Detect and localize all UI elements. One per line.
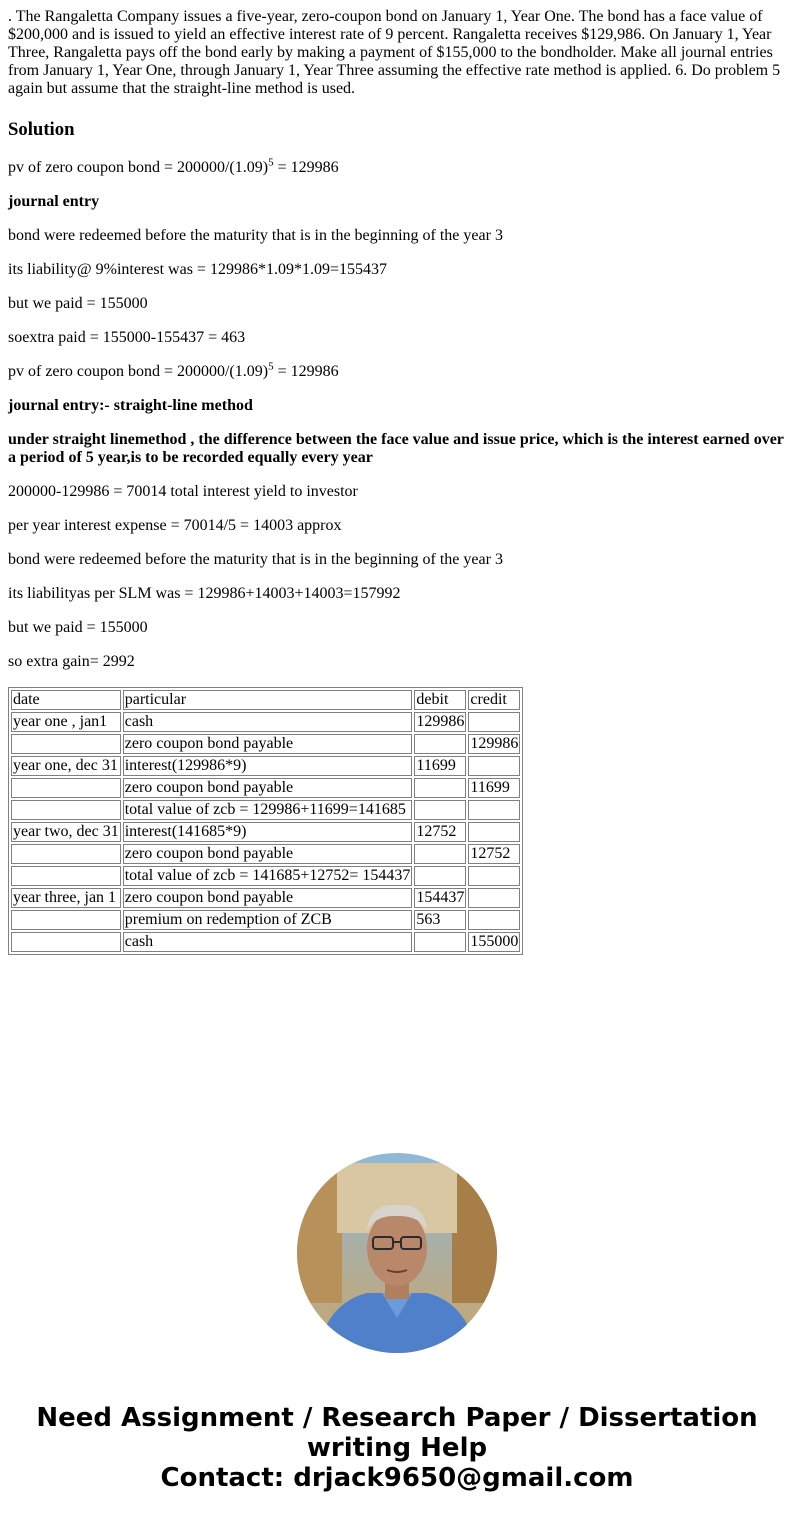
debit-cell — [414, 932, 466, 952]
debit-cell: 129986 — [416, 713, 465, 730]
straight-line-line: its liabilityas per SLM was = 129986+14003+14003=157992 — [8, 585, 401, 602]
date-cell — [11, 932, 121, 952]
straight-line-line: per year interest expense = 70014/5 = 14003 approx — [8, 517, 342, 534]
pv-formula-2-base: pv of zero coupon bond = 200000/(1.09) — [8, 363, 269, 380]
date-cell — [11, 734, 121, 754]
avatar-portrait-icon — [297, 1153, 497, 1353]
debit-cell — [414, 734, 466, 754]
particular-cell: total value of zcb = 141685+12752= 154437 — [124, 867, 411, 884]
pv-formula — [8, 156, 786, 177]
effective-line: soextra paid = 155000-155437 = 463 — [8, 329, 246, 346]
particular-cell: zero coupon bond payable — [123, 734, 413, 754]
table-row — [11, 932, 520, 952]
date-cell: year three, jan 1 — [11, 888, 121, 908]
particular-cell: total value of zcb = 129986+11699=141685 — [123, 800, 413, 820]
effective-line: its liability@ 9%interest was = 129986*1.09*1.09=155437 — [8, 261, 387, 278]
effective-line: but we paid = 155000 — [8, 295, 148, 312]
date-cell — [11, 910, 121, 930]
journal-table — [8, 687, 523, 955]
table-row — [11, 844, 520, 864]
date-cell: year one, dec 31 — [11, 756, 121, 776]
table-row — [11, 800, 520, 820]
date-cell — [11, 844, 121, 864]
credit-cell — [468, 910, 520, 930]
straight-line-line: bond were redeemed before the maturity that is in the beginning of the year 3 — [8, 551, 503, 568]
document-body — [8, 8, 786, 955]
pv-formula-2 — [8, 360, 786, 381]
debit-cell: 154437 — [416, 889, 465, 906]
particular-cell: cash — [123, 712, 413, 732]
question-text: . The Rangaletta Company issues a five-year, zero-coupon bond on January 1, Year One. The bond has a face value of $200,000 and is issued to yield an effective interest rate of 9 percent. Rangaletta receives $129,986. On January 1, Year Three, Rangaletta pays off the bond early by making a payment of $155,000 to the bondholder. Make all journal entries from January 1, Year One, through January 1, Year Three assuming the effective rate method is applied. 6. Do problem 5 again but assume that the straight-line method is used. — [8, 8, 781, 97]
table-row — [11, 712, 520, 732]
credit-cell — [468, 888, 520, 908]
table-row — [11, 734, 520, 754]
credit-cell — [468, 756, 520, 776]
debit-cell — [414, 800, 466, 820]
credit-cell: 12752 — [468, 844, 520, 864]
effective-line: bond were redeemed before the maturity that is in the beginning of the year 3 — [8, 227, 503, 244]
credit-cell — [468, 866, 520, 886]
solution-heading: Solution — [8, 119, 75, 140]
footer-line-2: writing Help — [306, 1433, 488, 1463]
credit-cell — [468, 822, 520, 842]
particular-cell: zero coupon bond payable — [123, 778, 413, 798]
footer-banner — [0, 1403, 794, 1493]
pv-formula-exponent: 5 — [268, 156, 274, 169]
straight-line-line: but we paid = 155000 — [8, 619, 148, 636]
table-row — [11, 888, 520, 908]
particular-cell: interest(129986*9) — [123, 756, 413, 776]
table-header-row — [11, 690, 520, 710]
table-row — [11, 866, 520, 886]
date-cell: year two, dec 31 — [13, 823, 119, 840]
debit-cell — [414, 778, 466, 798]
journal-entry-heading: journal entry — [8, 193, 100, 210]
table-row — [11, 822, 520, 842]
table-row — [11, 756, 520, 776]
pv-formula-2-exponent: 5 — [268, 360, 274, 373]
straight-line-line: 200000-129986 = 70014 total interest yield to investor — [8, 483, 358, 500]
debit-cell — [414, 844, 466, 864]
header-date: date — [11, 690, 121, 710]
debit-cell — [414, 866, 466, 886]
footer-contact: Contact: drjack9650@gmail.com — [160, 1463, 634, 1493]
particular-cell: zero coupon bond payable — [123, 844, 413, 864]
date-cell: year one , jan1 — [11, 712, 121, 732]
credit-cell: 155000 — [470, 933, 519, 950]
credit-cell: 129986 — [470, 735, 519, 752]
date-cell — [11, 800, 121, 820]
footer-line-1: Need Assignment / Research Paper / Dissertation — [36, 1403, 758, 1433]
particular-cell: premium on redemption of ZCB — [123, 910, 413, 930]
particular-cell: cash — [123, 932, 413, 952]
date-cell — [11, 866, 121, 886]
debit-cell: 12752 — [414, 822, 466, 842]
header-credit: credit — [468, 690, 520, 710]
credit-cell: 11699 — [468, 778, 520, 798]
pv-formula-2-result: = 129986 — [273, 363, 339, 380]
table-row — [11, 778, 520, 798]
credit-cell — [468, 800, 520, 820]
credit-cell — [468, 712, 520, 732]
avatar — [297, 1153, 497, 1353]
particular-cell: interest(141685*9) — [123, 822, 413, 842]
straight-line-line: so extra gain= 2992 — [8, 653, 135, 670]
pv-formula-result: = 129986 — [273, 159, 339, 176]
debit-cell: 11699 — [414, 756, 466, 776]
particular-cell: zero coupon bond payable — [123, 888, 413, 908]
header-particular: particular — [123, 690, 413, 710]
straight-line-note: under straight linemethod , the difference between the face value and issue price, which is the interest earned over a period of 5 year,is to be recorded equally every year — [8, 431, 784, 466]
debit-cell: 563 — [414, 910, 466, 930]
table-row — [11, 910, 520, 930]
header-debit: debit — [414, 690, 466, 710]
pv-formula-base: pv of zero coupon bond = 200000/(1.09) — [8, 159, 269, 176]
date-cell — [11, 778, 121, 798]
straight-line-heading: journal entry:- straight-line method — [8, 397, 253, 414]
